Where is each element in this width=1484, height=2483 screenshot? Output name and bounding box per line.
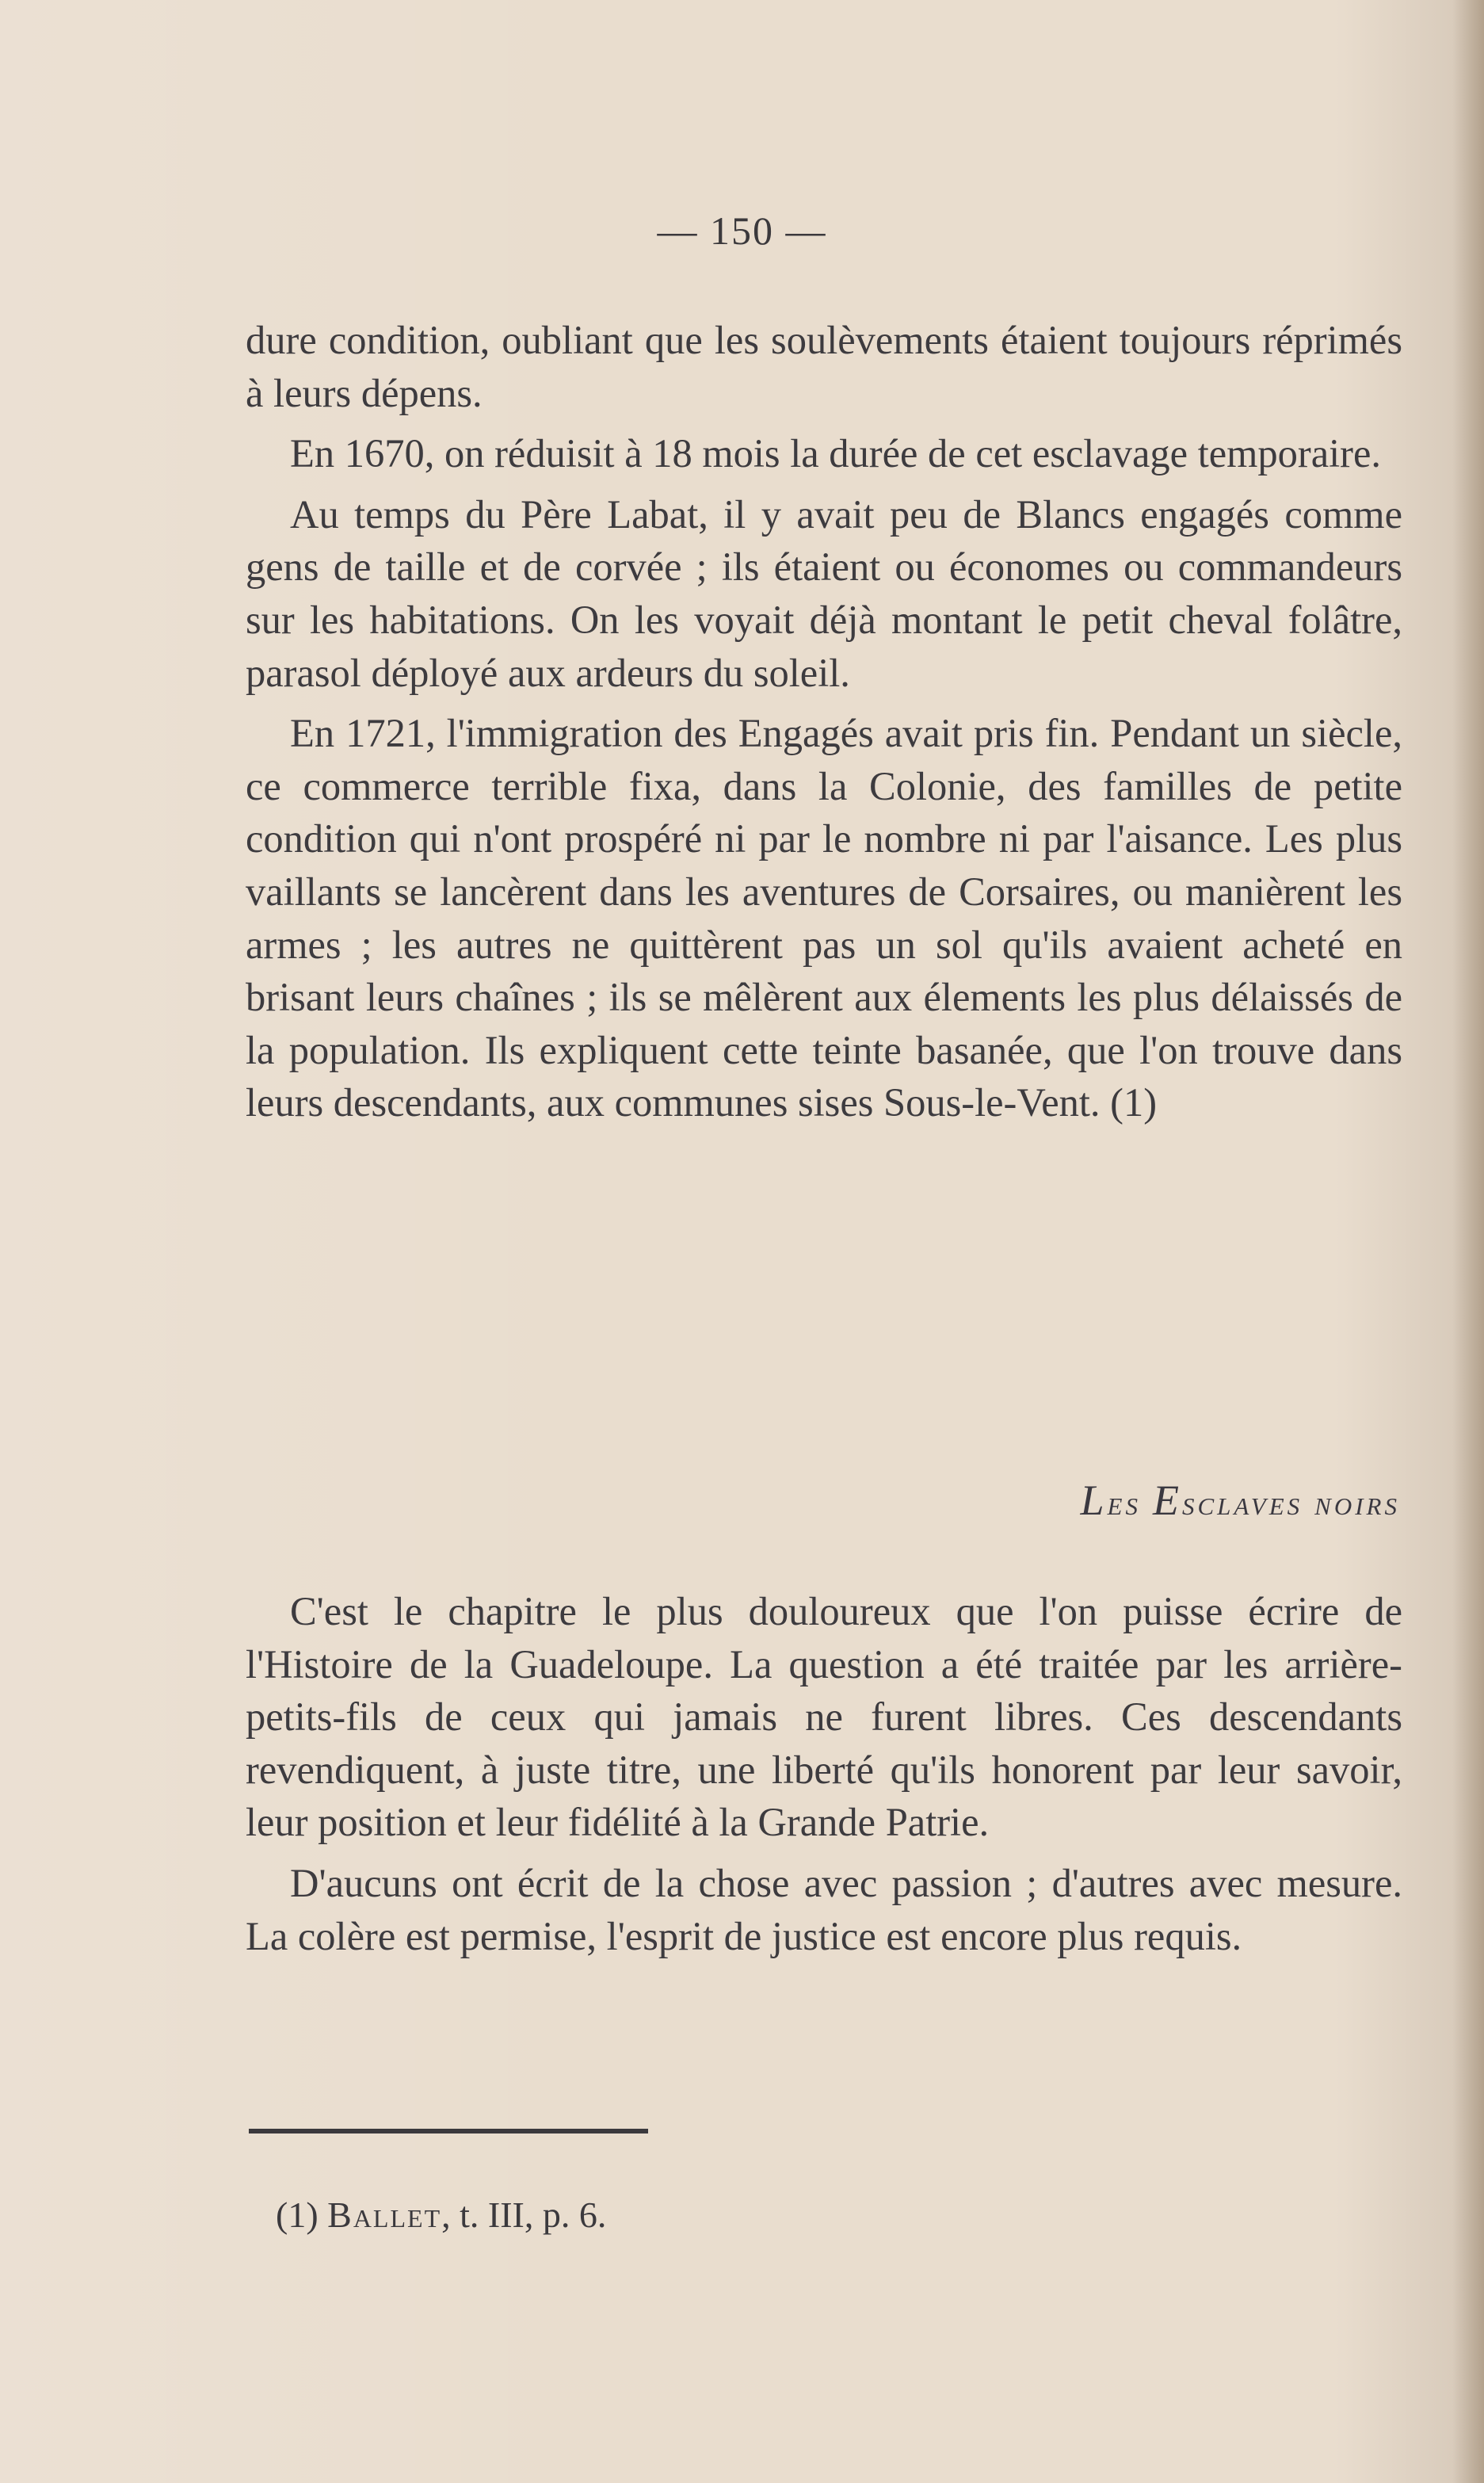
section-paragraph-2: D'aucuns ont écrit de la chose avec passion ; d'autres avec mesure. La colère est permise, l'esprit de justice est encore plus requis. — [246, 1860, 1402, 1958]
heading-rest-2: sclaves — [1181, 1484, 1303, 1522]
heading-rest-1: es — [1107, 1484, 1141, 1522]
page-edge-shadow — [1452, 0, 1484, 2483]
paragraph-2: En 1670, on réduisit à 18 mois la durée de cet esclavage temporaire. — [290, 431, 1382, 476]
heading-initial-2: E — [1152, 1476, 1182, 1524]
section-heading — [1081, 1476, 1401, 1525]
paragraph-3: Au temps du Père Labat, il y avait peu de Blancs engagés comme gens de taille et de corvée ; ils étaient ou économes ou commandeurs sur les habitations. On les voyait déjà montant le petit cheval folâtre, parasol déployé aux ardeurs du soleil. — [246, 491, 1402, 695]
footnote-divider — [249, 2129, 648, 2133]
heading-initial-1: L — [1080, 1476, 1108, 1524]
footnote-author: Ballet — [327, 2195, 442, 2235]
footnote-reference: , t. III, p. 6. — [441, 2195, 607, 2235]
section-paragraph-1: C'est le chapitre le plus douloureux que l'on puisse écrire de l'Histoire de la Guadeloupe. La question a été traitée par les arrière-petits-fils de ceux qui jamais ne furent libres. Ces descendants revendiquent, à juste titre, une liberté qu'ils honorent par leur savoir, leur position et leur fidélité à la Grande Patrie. — [246, 1589, 1402, 1845]
footnote — [276, 2194, 606, 2236]
body-text — [246, 314, 1402, 1129]
section-body-text — [246, 1585, 1402, 1962]
paragraph-4: En 1721, l'immigration des Engagés avait pris fin. Pendant un siècle, ce commerce terrible fixa, dans la Colonie, des familles de petite condition qui n'ont prospéré ni par le nombre ni par l'aisance. Les plus vaillants se lancèrent dans les aventures de Corsaires, ou manièrent les armes ; les autres ne quittèrent pas un sol qu'ils avaient acheté en brisant leurs chaînes ; ils se mêlèrent aux élements les plus délaissés de la population. Ils expliquent cette teinte basanée, que l'on trouve dans leurs descendants, aux communes sises Sous-le-Vent. (1) — [246, 711, 1402, 1125]
heading-word-3: noirs — [1314, 1484, 1400, 1522]
paragraph-1: dure condition, oubliant que les soulèvements étaient toujours réprimés à leurs dépens. — [246, 318, 1402, 415]
footnote-marker: (1) — [276, 2195, 319, 2235]
page-number: — 150 — — [657, 208, 827, 253]
